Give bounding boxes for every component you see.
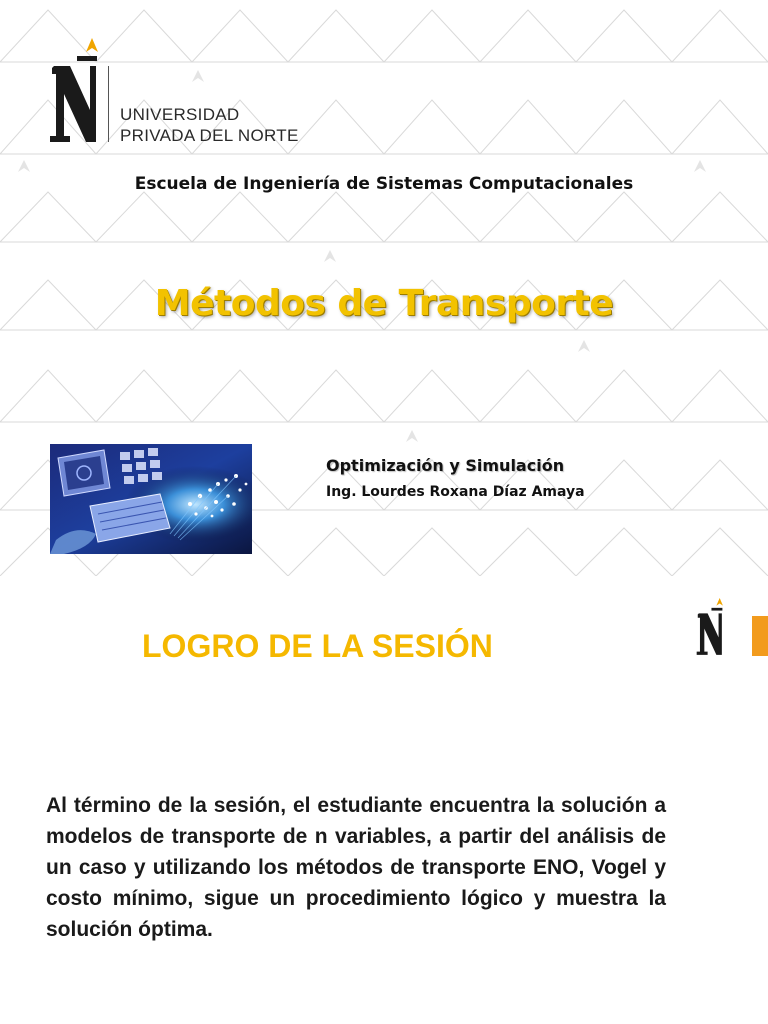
teacher-name: Ing. Lourdes Roxana Díaz Amaya: [326, 484, 585, 500]
university-name-line2: PRIVADA DEL NORTE: [120, 126, 299, 145]
university-logo-icon: [48, 38, 108, 144]
goal-slide: [0, 576, 768, 1024]
university-name: [120, 104, 299, 146]
session-goal-text: Al término de la sesión, el estudiante encuentra la solución a modelos de transporte de n variables, a partir del análisis de un caso y utilizando los métodos de transporte ENO, Vogel y costo mínimo, sigue un procedimiento lógico y muestra la solución óptima.: [46, 794, 666, 941]
logo-divider: [108, 66, 109, 142]
university-logo-small-icon: [690, 598, 734, 656]
computer-keyboard-fiber-optic-photo: [50, 444, 252, 554]
session-goal-heading: LOGRO DE LA SESIÓN: [142, 628, 493, 664]
presentation-title: Métodos de Transporte: [154, 283, 614, 324]
course-name: Optimización y Simulación: [326, 456, 565, 475]
accent-bar: [752, 616, 768, 656]
school-name: Escuela de Ingeniería de Sistemas Computacionales: [134, 174, 634, 194]
university-name-line1: UNIVERSIDAD: [120, 105, 240, 124]
